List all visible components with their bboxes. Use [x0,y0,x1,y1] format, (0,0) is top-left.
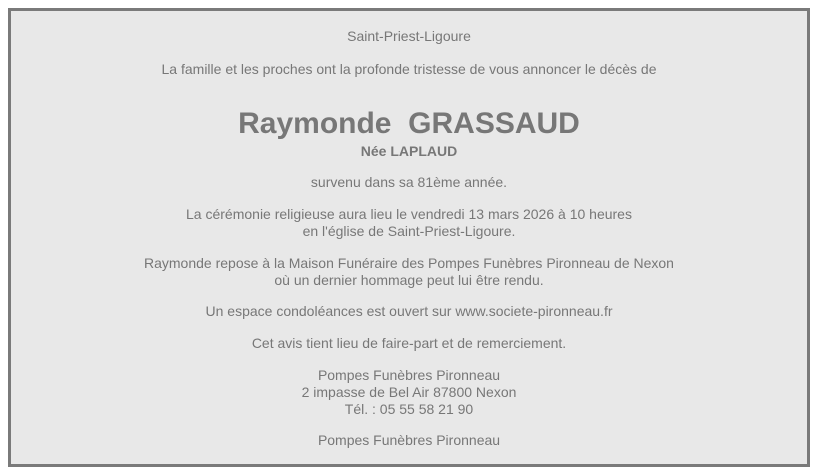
intro-line: La famille et les proches ont la profonde tristesse de vous annoncer le décès de [161,61,657,77]
signature: Pompes Funèbres Pironneau [317,432,501,448]
rest-line-1: Raymonde repose à la Maison Funéraire des Pompes Funèbres Pironneau de Nexon [144,255,674,271]
thanks-line: Cet avis tient lieu de faire-part et de remerciement. [251,335,567,351]
ceremony-line-2: en l'église de Saint-Priest-Ligoure. [302,223,516,239]
maiden-name: Née LAPLAUD [360,143,458,159]
town-line: Saint-Priest-Ligoure [347,28,471,44]
company-address: 2 impasse de Bel Air 87800 Nexon [301,384,517,400]
ceremony-line-1: La cérémonie religieuse aura lieu le vendredi 13 mars 2026 à 10 heures [186,206,632,222]
age-line: survenu dans sa 81ème année. [310,174,508,190]
condolences-line: Un espace condoléances est ouvert sur www.societe-pironneau.fr [205,303,613,319]
rest-line-2: où un dernier hommage peut lui être rendu. [274,272,544,288]
deceased-name [11,108,807,140]
company-phone: Tél. : 05 55 58 21 90 [344,401,474,417]
death-notice [8,8,810,467]
last-name: GRASSAUD [408,107,580,140]
first-name: Raymonde [238,107,392,140]
company-name: Pompes Funèbres Pironneau [317,367,501,383]
